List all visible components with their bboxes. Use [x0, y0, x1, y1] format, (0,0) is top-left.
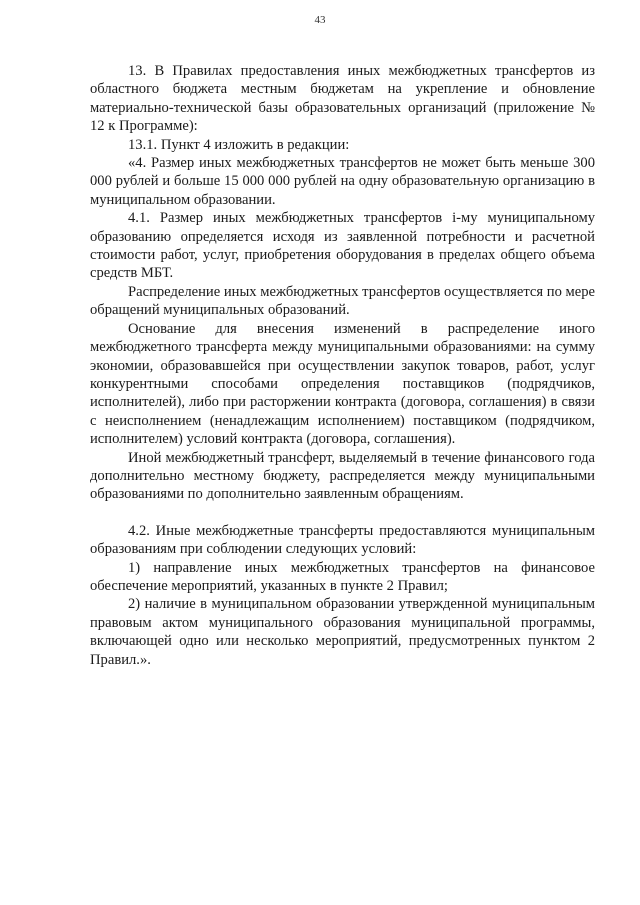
paragraph-distribution: Распределение иных межбюджетных трансфертов осуществляется по мере обращений муниципальных образований. [90, 283, 595, 319]
paragraph-grounds-for-changes: Основание для внесения изменений в распределение иного межбюджетного трансферта между муниципальными образованиями: на сумму экономии, образовавшейся при осуществлении закупок товаров, работ, услуг конкурентными способами определения поставщиков (подрядчиков, исполнителей), либо при расторжении контракта (договора, соглашения) в связи с неисполнением (ненадлежащим исполнением) поставщиком (подрядчиком, исполнителем) условий контракта (договора, соглашения). [90, 320, 595, 448]
condition-2: 2) наличие в муниципальном образовании утвержденной муниципальным правовым актом муниципального образования муниципальной программы, включающей одно или несколько мероприятий, предусмотренных пунктом 2 Правил.». [90, 596, 595, 668]
paragraph-4: «4. Размер иных межбюджетных трансфертов не может быть меньше 300 000 рублей и больше 15 000 000 рублей на одну образовательную организацию в муниципальном образовании. [90, 155, 595, 208]
paragraph-additional-transfer: Иной межбюджетный трансферт, выделяемый в течение финансового года дополнительно местному бюджету, распределяется между муниципальными образованиями по дополнительно заявленным обращениям. [90, 449, 595, 503]
condition-1: 1) направление иных межбюджетных трансфертов на финансовое обеспечение мероприятий, указанных в пункте 2 Правил; [90, 559, 595, 594]
paragraph-13-1: 13.1. Пункт 4 изложить в редакции: [128, 136, 350, 153]
paragraph-13: 13. В Правилах предоставления иных межбюджетных трансфертов из областного бюджета местным бюджетам на укрепление и обновление материально-технической базы образовательных организаций (приложение № 12 к Программе): [90, 63, 595, 135]
paragraph-4-2: 4.2. Иные межбюджетные трансферты предоставляются муниципальным образованиям при соблюдении следующих условий: [90, 522, 595, 558]
paragraph-4-1: 4.1. Размер иных межбюджетных трансфертов i-му муниципальному образованию определяется исходя из заявленной потребности и расчетной стоимости работ, услуг, приобретения оборудования в пределах общего объема средств МБТ. [90, 210, 595, 282]
page-number: 43 [314, 14, 326, 26]
document-body [90, 62, 595, 669]
